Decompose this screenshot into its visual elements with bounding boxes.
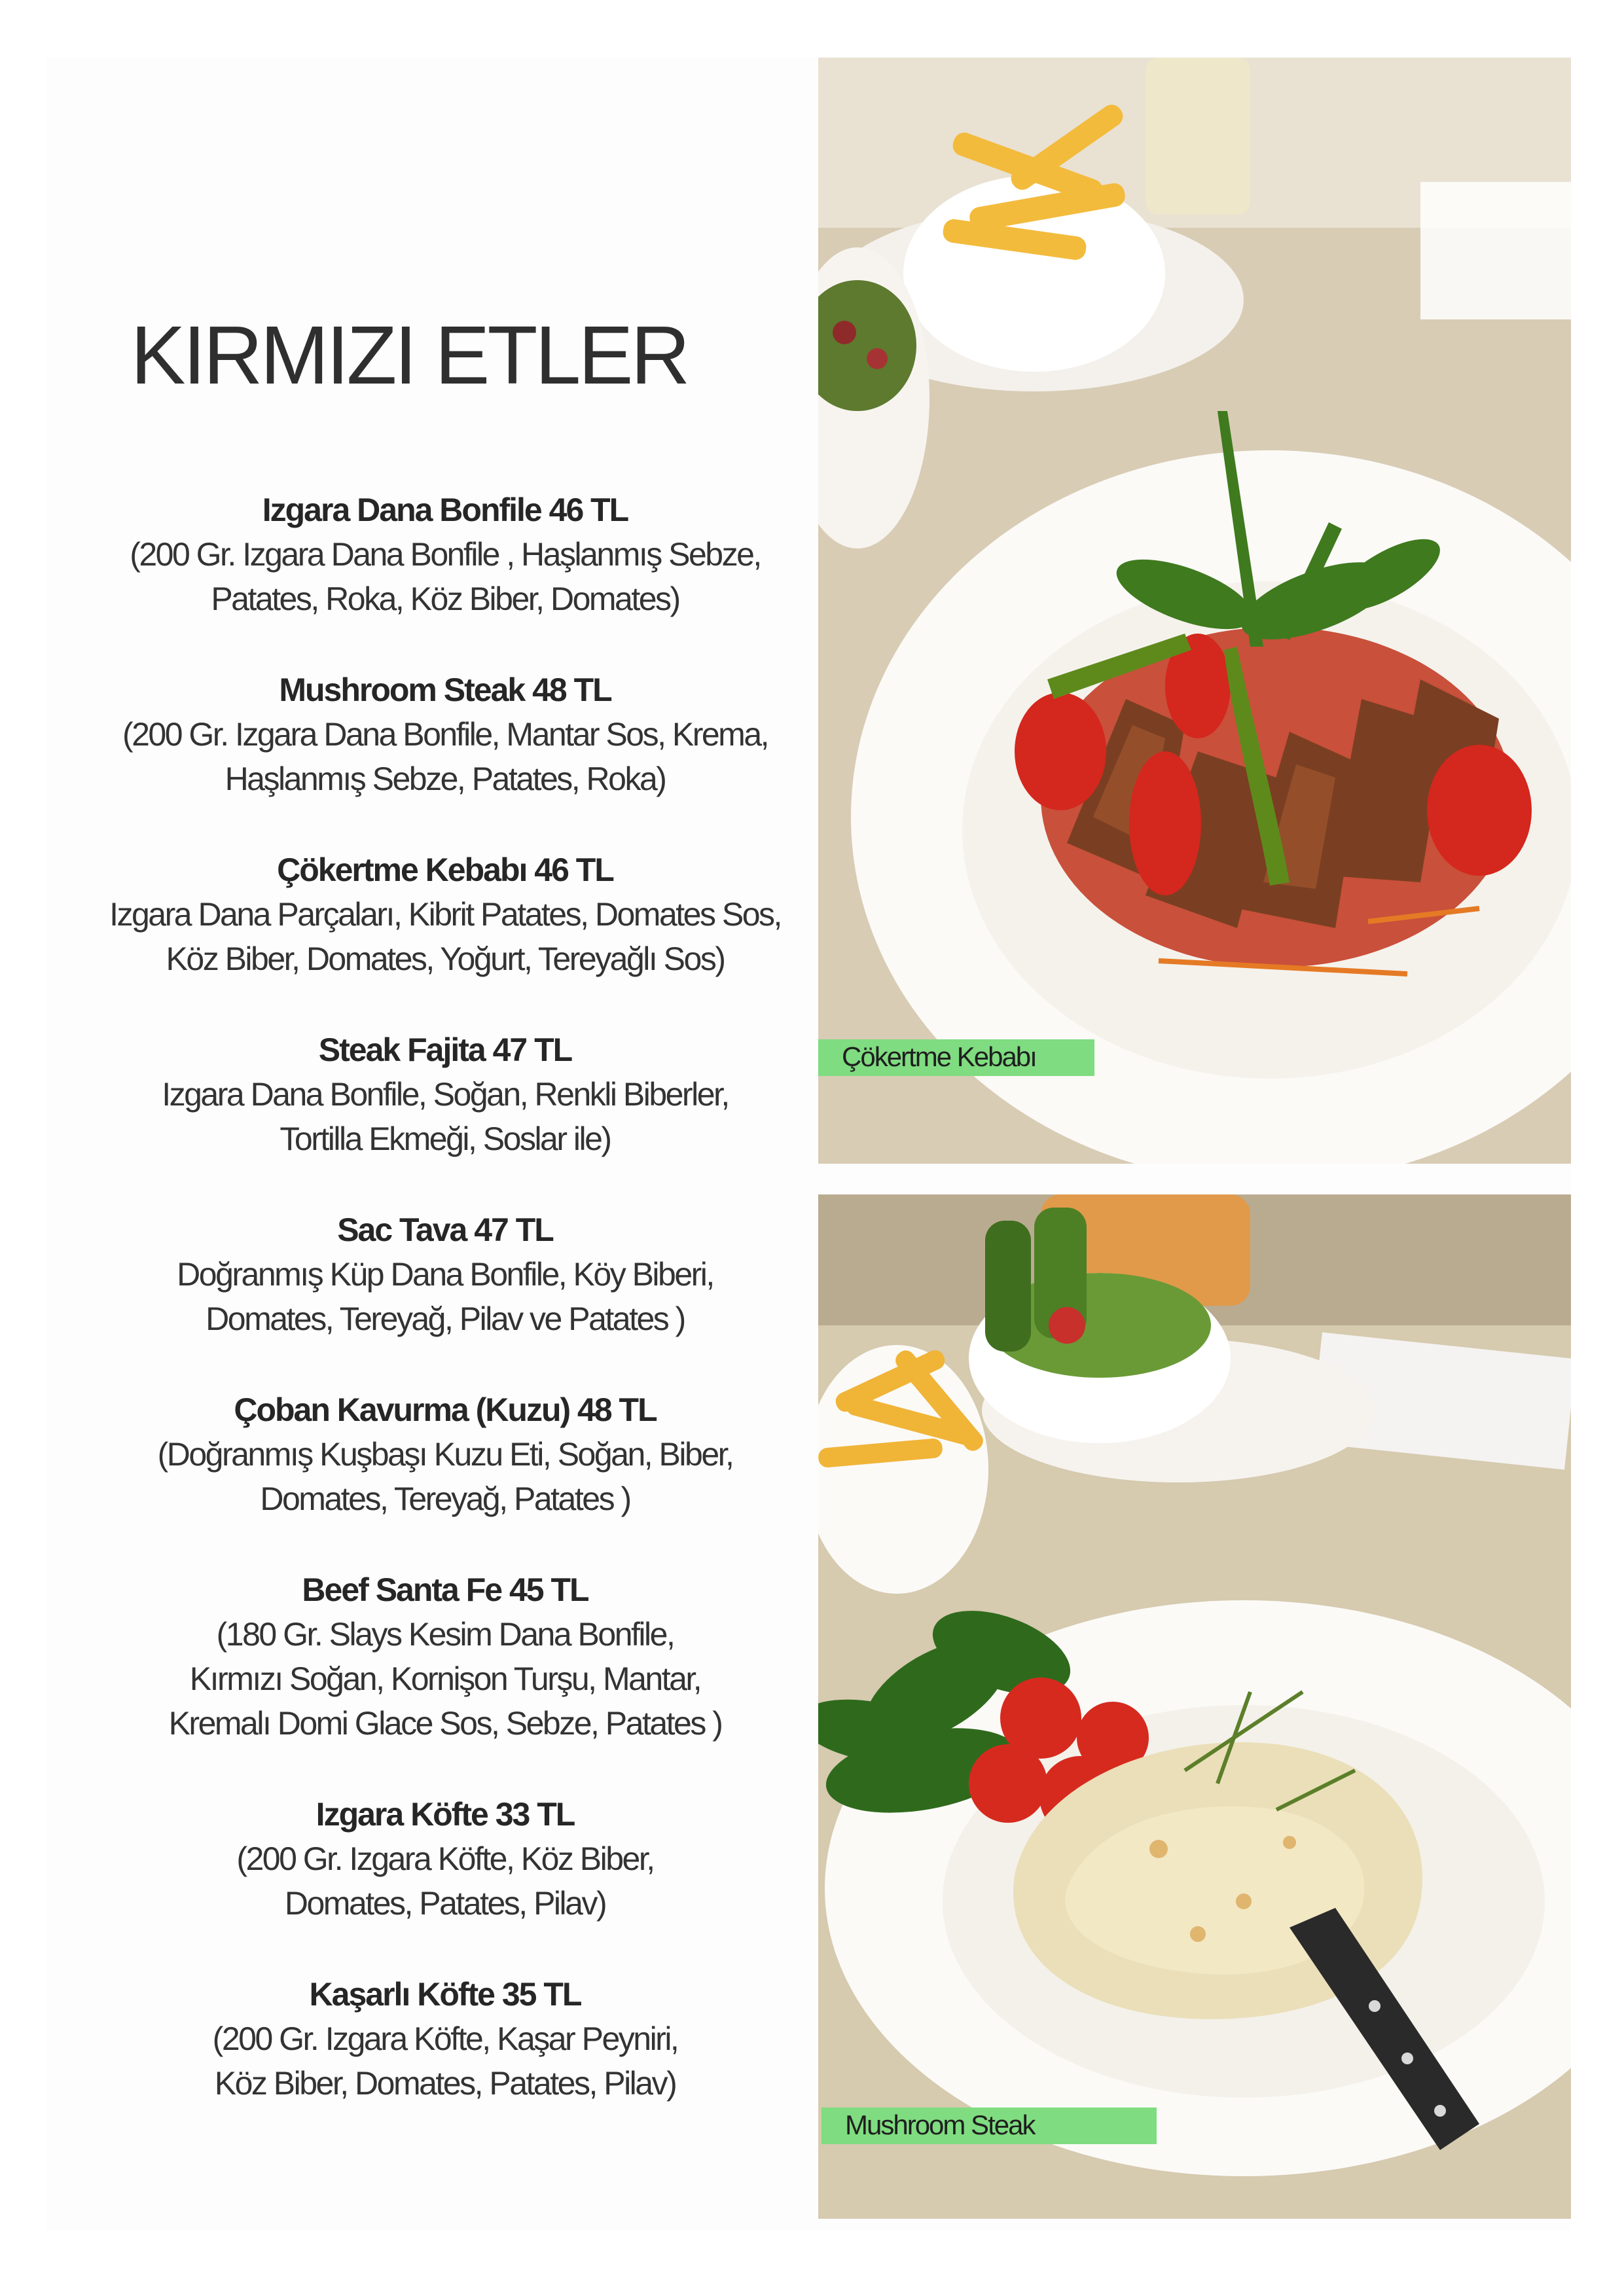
menu-item [65, 1792, 825, 1972]
menu-item-name: Çökertme Kebabı 46 TL [277, 852, 613, 888]
menu-item-name: Steak Fajita 47 TL [318, 1031, 572, 1068]
menu-item [65, 488, 825, 668]
menu-item-description: Izgara Dana Parçaları, Kibrit Patates, Domates Sos, Köz Biber, Domates, Yoğurt, Tereyağlı Sos) [109, 896, 781, 977]
menu-item-description: (200 Gr. Izgara Dana Bonfile, Mantar Sos, Krema, Haşlanmış Sebze, Patates, Roka) [122, 716, 768, 797]
menu-item-description: Izgara Dana Bonfile, Soğan, Renkli Biberler, Tortilla Ekmeği, Soslar ile) [162, 1076, 729, 1157]
menu-item-name: Mushroom Steak 48 TL [279, 672, 611, 708]
food-photo-illustration [818, 1194, 1571, 2219]
menu-item [65, 1028, 825, 1208]
menu-item-name: Izgara Köfte 33 TL [316, 1796, 575, 1833]
food-photo-illustration [818, 58, 1571, 1164]
menu-list [65, 488, 825, 2152]
menu-item-name: Çoban Kavurma (Kuzu) 48 TL [234, 1391, 657, 1428]
photo-caption: Mushroom Steak [821, 2108, 1157, 2144]
menu-item-name: Kaşarlı Köfte 35 TL [309, 1976, 581, 2013]
menu-item-description: (180 Gr. Slays Kesim Dana Bonfile, Kırmızı Soğan, Kornişon Turşu, Mantar, Kremalı Domi Glace Sos, Sebze, Patates ) [168, 1616, 722, 1742]
menu-item-name: Izgara Dana Bonfile 46 TL [262, 492, 628, 528]
menu-item-description: Doğranmış Küp Dana Bonfile, Köy Biberi, Domates, Tereyağ, Pilav ve Patates ) [177, 1256, 713, 1337]
food-photo-mushroom-steak [818, 1194, 1571, 2219]
page-title: KIRMIZI ETLER [130, 309, 688, 401]
menu-item [65, 668, 825, 848]
menu-item [65, 1568, 825, 1792]
menu-item-description: (200 Gr. Izgara Köfte, Köz Biber, Domates, Patates, Pilav) [236, 1840, 654, 1922]
menu-item [65, 848, 825, 1028]
food-photo-cokertme-kebabi [818, 58, 1571, 1164]
photo-caption: Çökertme Kebabı [818, 1039, 1094, 1076]
menu-item-description: (Doğranmış Kuşbaşı Kuzu Eti, Soğan, Biber, Domates, Tereyağ, Patates ) [157, 1436, 733, 1517]
menu-item [65, 1208, 825, 1388]
menu-item-description: (200 Gr. Izgara Köfte, Kaşar Peyniri, Köz Biber, Domates, Patates, Pilav) [212, 2020, 678, 2102]
menu-item [65, 1972, 825, 2152]
menu-item-description: (200 Gr. Izgara Dana Bonfile , Haşlanmış Sebze, Patates, Roka, Köz Biber, Domates) [130, 536, 761, 617]
menu-item-name: Beef Santa Fe 45 TL [302, 1571, 588, 1608]
menu-item-name: Sac Tava 47 TL [337, 1211, 553, 1248]
menu-item [65, 1388, 825, 1568]
